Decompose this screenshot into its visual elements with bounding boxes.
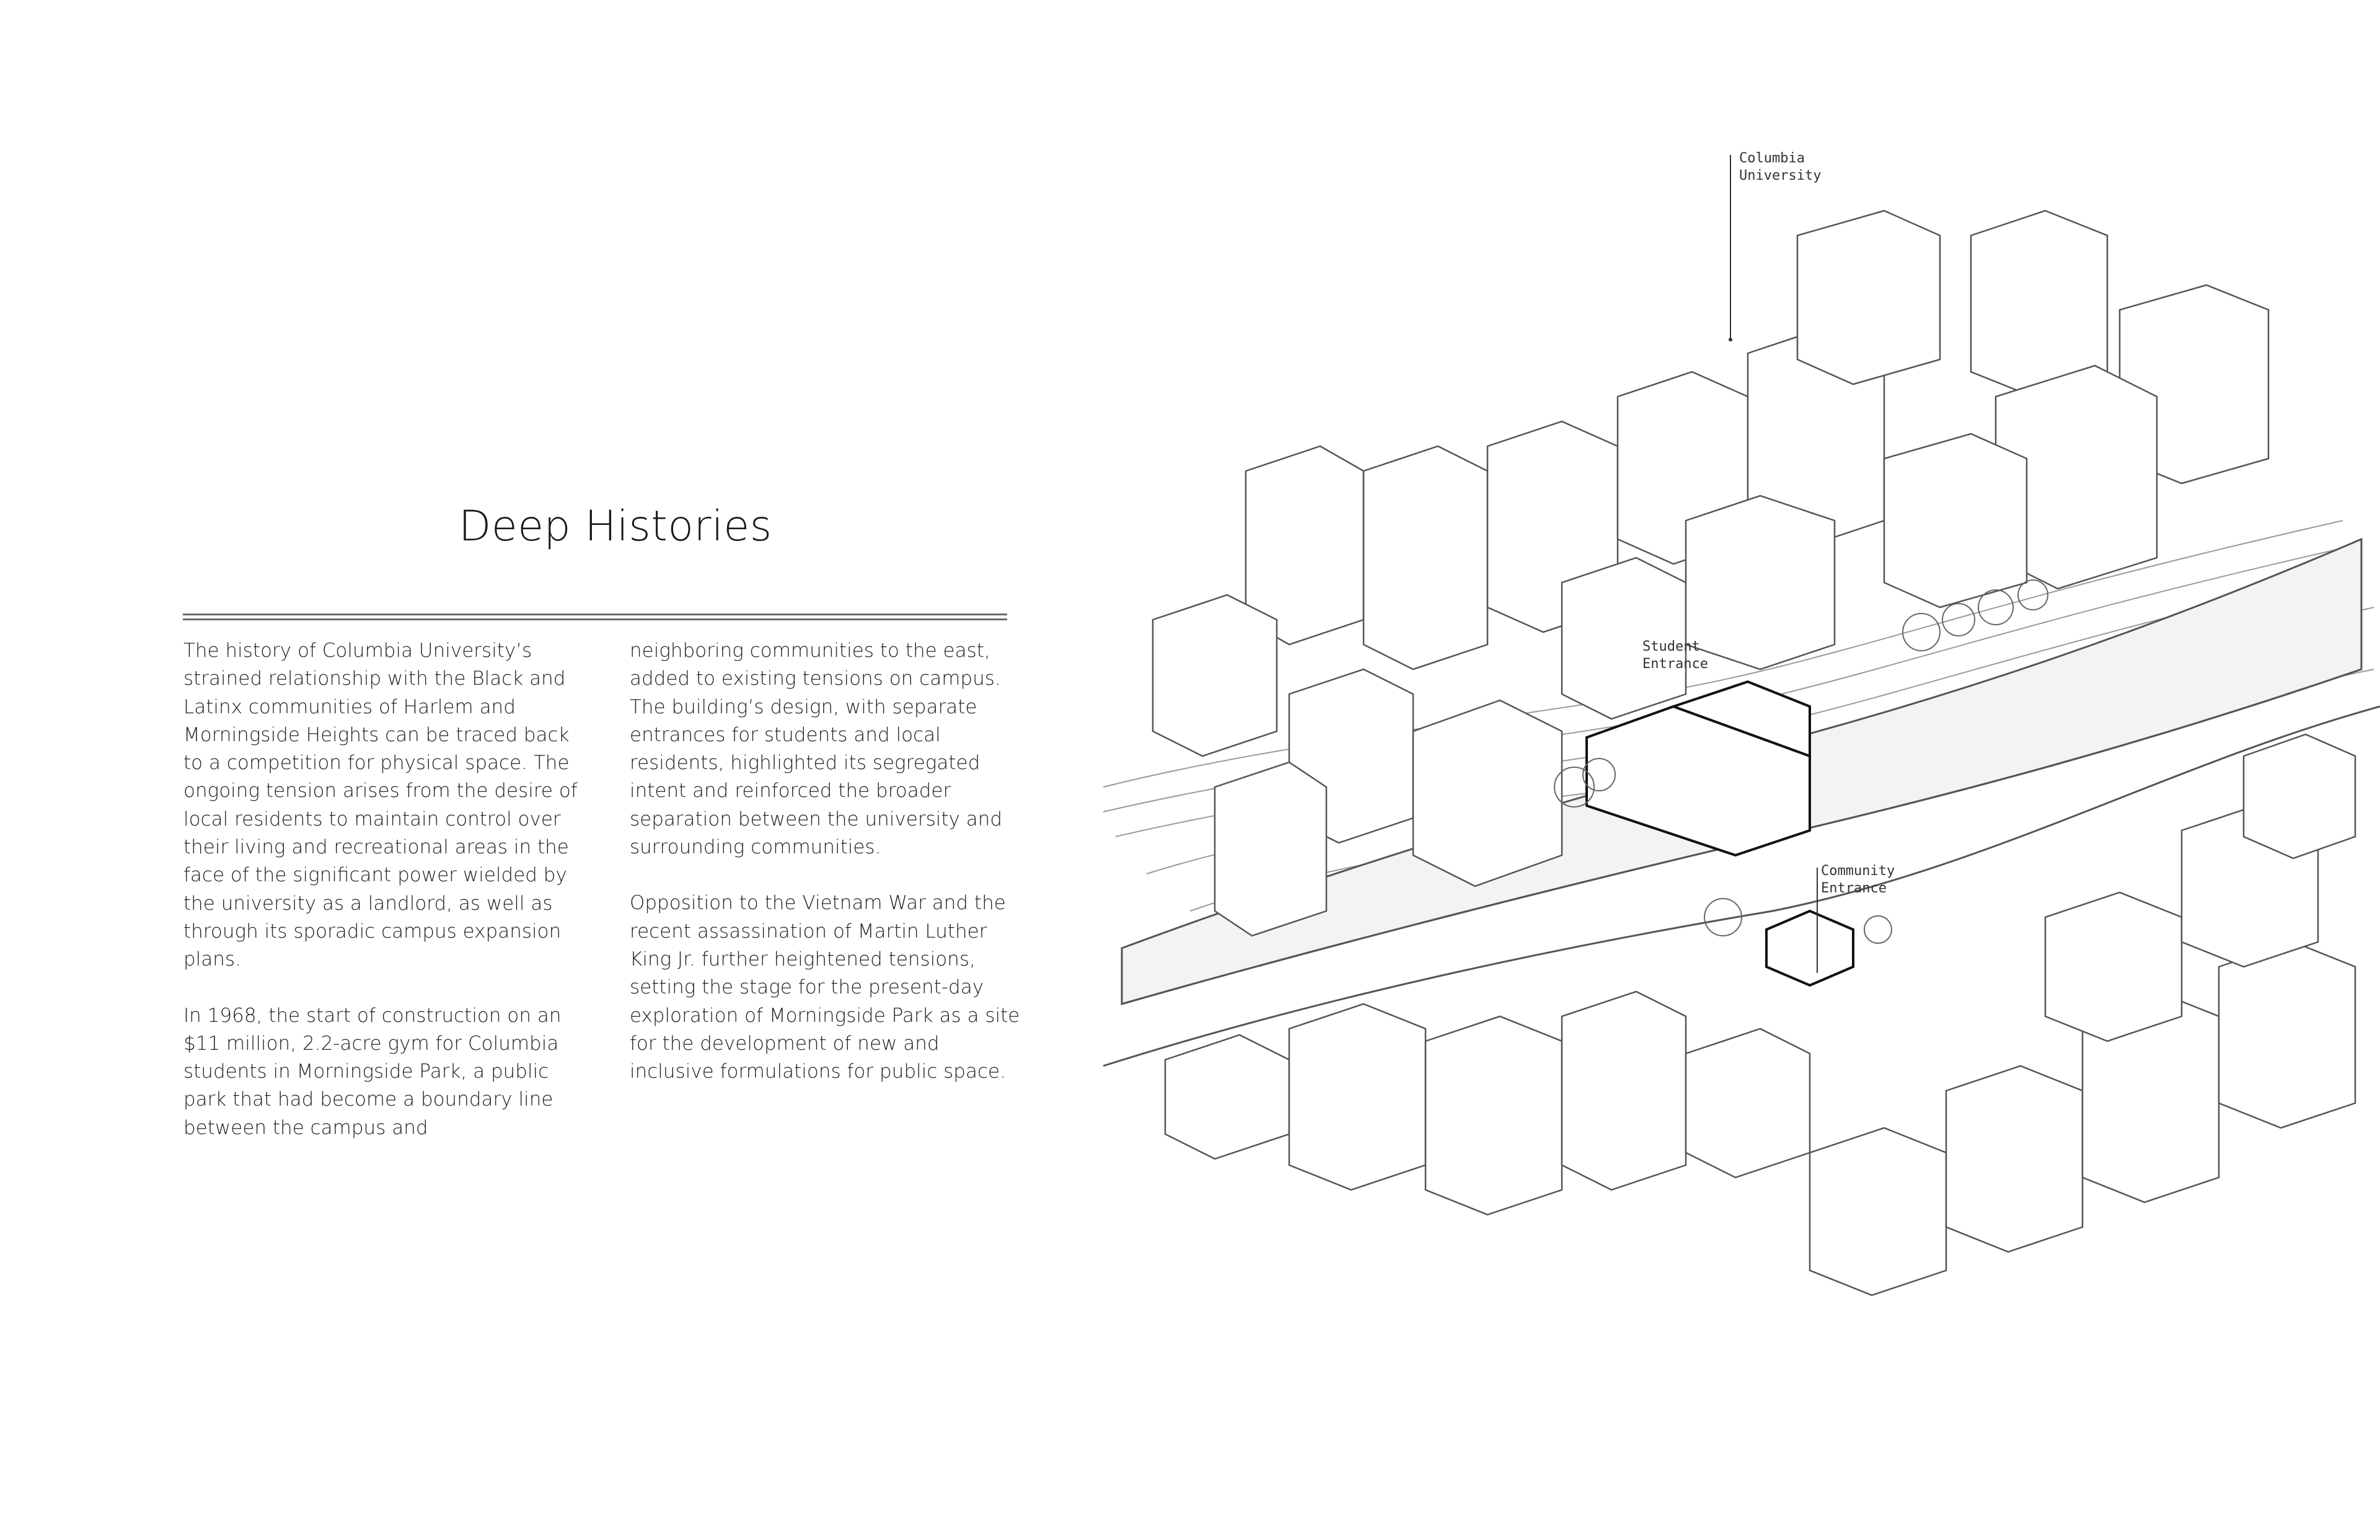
paragraph-opposition: Opposition to the Vietnam War and the recent assassination of Martin Luther King Jr. further heightened tensions, setting the stage for the present-day exploration of Morningside Park as a site for the development of new and inclusive formulations for public space. <box>630 892 1020 1083</box>
community-label-line2: Entrance <box>1821 881 1887 896</box>
page-title: Deep Histories <box>459 502 772 551</box>
title-divider-top <box>183 614 1007 615</box>
columbia-label-line2: University <box>1739 168 1822 183</box>
paragraph-gym-design: neighboring communities to the east, added to existing tensions on campus. The building’s design, with separate entrances for students and local residents, highlighted its segregated intent and reinforced the broader separation between the university and surrounding communities. <box>630 640 1003 859</box>
paragraph-history: The history of Columbia University’s strained relationship with the Black and Latinx communities of Harlem and Morningside Heights can be traced back to a competition for physical space. The ongoing tension arises from the desire of local residents to maintain control over their living and recreational areas in the face of the significant power wielded by the university as a landlord, as well as through its sporadic campus expansion plans. <box>183 640 578 971</box>
paragraph-1968: In 1968, the start of construction on an $11 million, 2.2-acre gym for Columbia students in Morningside Park, a public park that had become a boundary line between the campus and <box>183 1004 562 1139</box>
student-label-line2: Entrance <box>1642 656 1708 672</box>
text-column-right <box>630 637 1026 1114</box>
community-label-line1: Community <box>1821 863 1895 879</box>
text-column-left <box>183 637 580 1170</box>
axonometric-site-drawing <box>1029 136 2380 1413</box>
columbia-label-line1: Columbia <box>1739 151 1805 166</box>
student-label-line1: Student <box>1642 639 1700 654</box>
title-divider-bottom <box>183 618 1007 620</box>
